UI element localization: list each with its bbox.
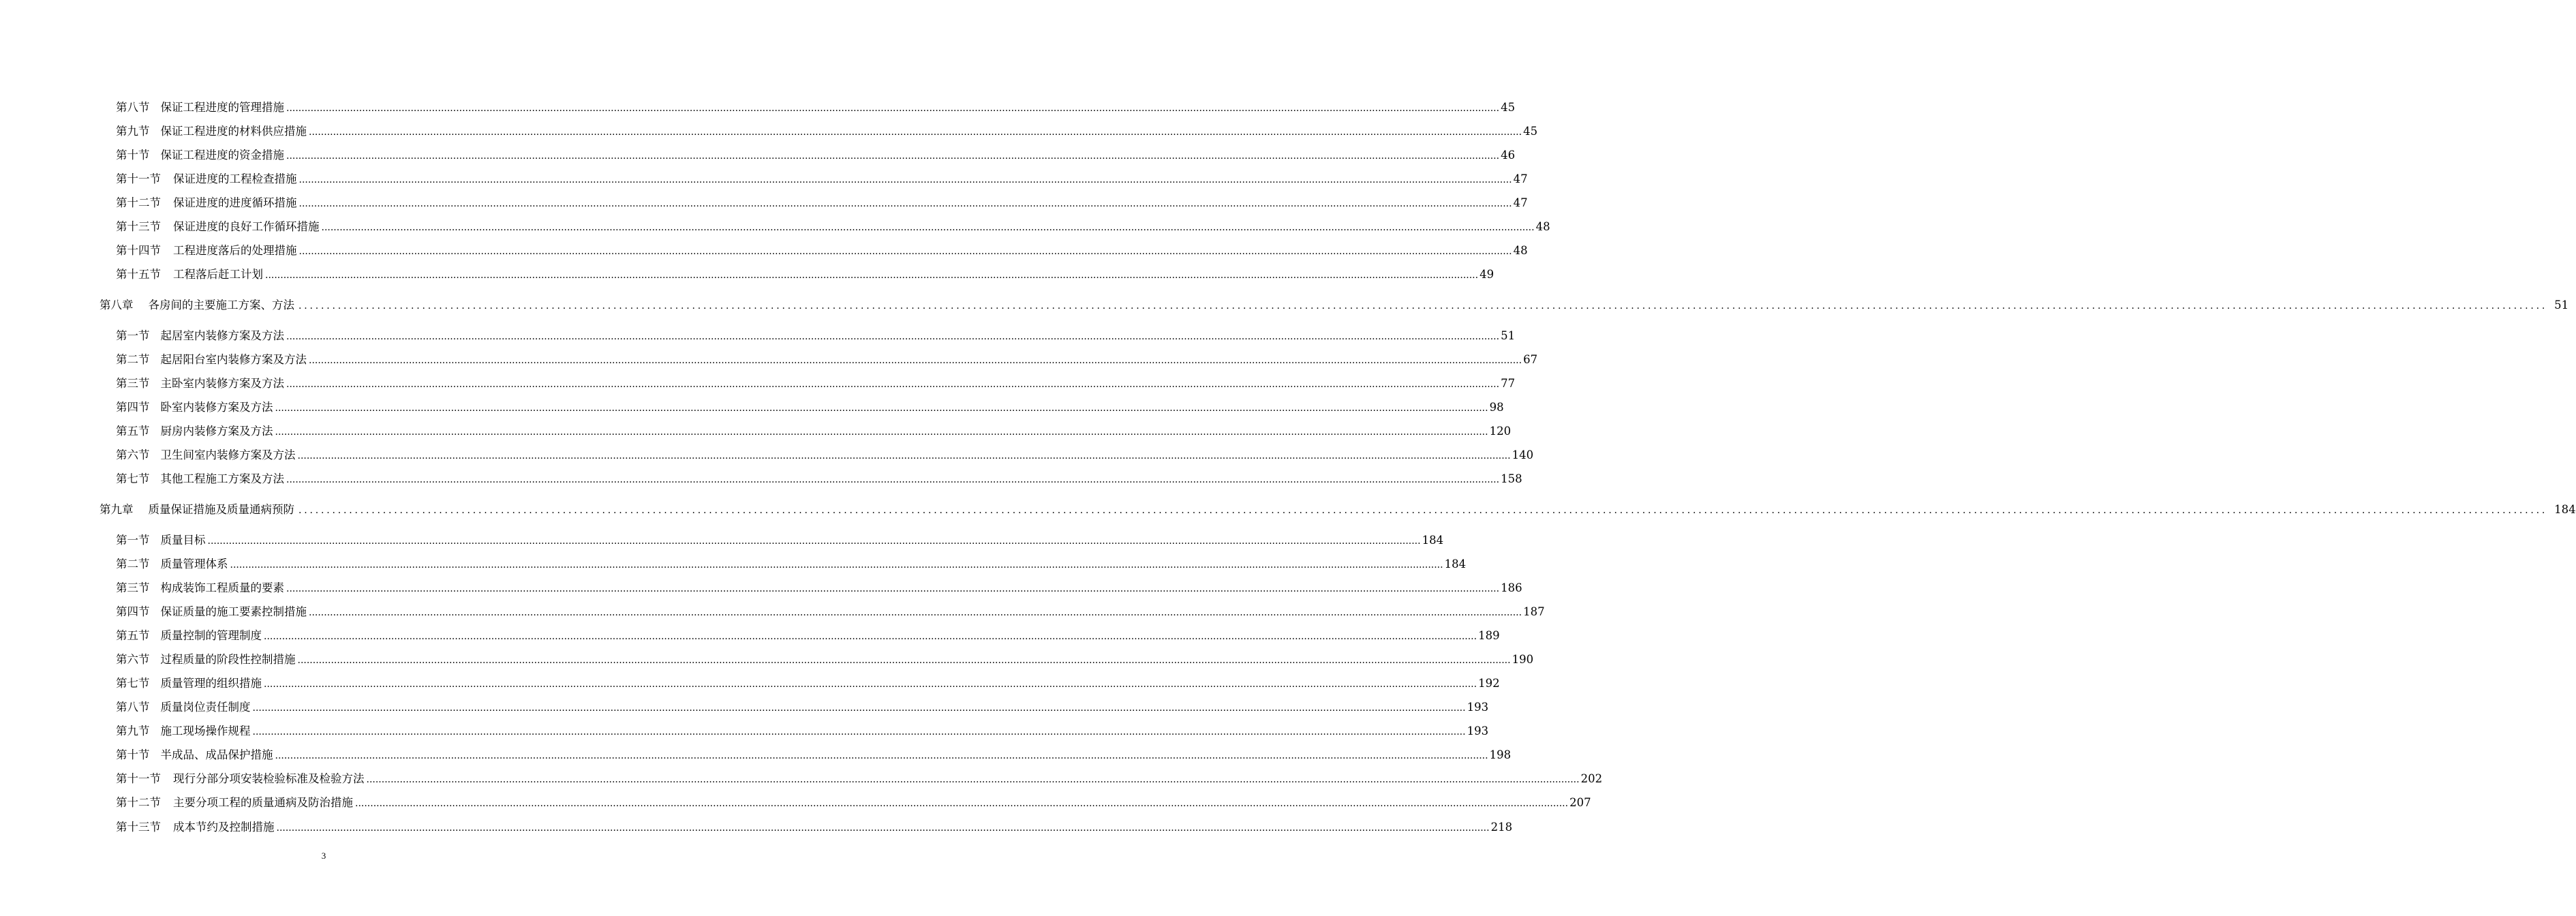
toc-section-entry[interactable] xyxy=(116,533,1444,548)
toc-entry-page: 98 xyxy=(1489,401,1504,414)
dot-leader: ................................................................................................................................................................................................................................................................................................................................................................................................................ xyxy=(321,222,1535,233)
toc-entry-title: 保证进度的工程检查措施 xyxy=(173,172,297,185)
dot-leader: ................................................................................................................................................................................................................................................................................................................................................................................................................ xyxy=(276,823,1490,834)
dot-leader: ................................................................................................................................................................................................................................................................................................................................................................................................................ xyxy=(355,798,1569,809)
toc-entry-title: 质量保证措施及质量通病预防 xyxy=(148,503,294,516)
toc-entry-page: 207 xyxy=(1569,796,1591,809)
toc-entry-number: 第一节 xyxy=(116,329,150,342)
toc-entry-page: 202 xyxy=(1580,772,1603,785)
toc-section-entry[interactable] xyxy=(116,628,1500,643)
toc-entry-page: 193 xyxy=(1467,724,1489,737)
dot-leader: ................................................................................................................................................................................................................................................................................................................................................................................................................ xyxy=(298,198,1512,209)
dot-leader: ................................................................................................................................................................................................................................................................................................................................................................................................................ xyxy=(286,474,1500,485)
toc-entry-page: 49 xyxy=(1479,268,1494,281)
dot-leader: ................................................................................................................................................................................................................................................................................................................................................................................................................ xyxy=(286,583,1500,594)
toc-entry-title: 保证工程进度的材料供应措施 xyxy=(160,125,307,138)
toc-entry-title: 构成装饰工程质量的要素 xyxy=(160,581,284,594)
toc-section-entry[interactable] xyxy=(116,100,1516,115)
toc-entry-title: 保证质量的施工要素控制措施 xyxy=(160,605,307,618)
toc-entry-number: 第十三节 xyxy=(116,220,161,233)
toc-entry-title: 厨房内装修方案及方法 xyxy=(160,425,273,438)
toc-entry-title: 起居室内装修方案及方法 xyxy=(160,329,284,342)
toc-entry-page: 184 xyxy=(1444,558,1467,570)
toc-section-entry[interactable] xyxy=(116,424,1512,439)
toc-section-entry[interactable] xyxy=(116,448,1534,463)
toc-section-entry[interactable] xyxy=(116,772,1603,787)
toc-entry-page: 189 xyxy=(1478,629,1500,642)
dot-leader: ................................................................................................................................................................................................................................................................................................................................................................................................................ xyxy=(298,505,2548,516)
dot-leader: ................................................................................................................................................................................................................................................................................................................................................................................................................ xyxy=(309,127,1522,138)
toc-section-entry[interactable] xyxy=(116,557,1467,572)
dot-leader: ................................................................................................................................................................................................................................................................................................................................................................................................................ xyxy=(252,727,1466,737)
dot-leader: ................................................................................................................................................................................................................................................................................................................................................................................................................ xyxy=(297,451,1511,461)
toc-entry-page: 158 xyxy=(1501,472,1522,485)
toc-entry-title: 其他工程施工方案及方法 xyxy=(160,472,284,485)
toc-entry-page: 192 xyxy=(1478,677,1500,690)
dot-leader: ................................................................................................................................................................................................................................................................................................................................................................................................................ xyxy=(309,355,1522,366)
dot-leader: ................................................................................................................................................................................................................................................................................................................................................................................................................ xyxy=(298,174,1512,185)
toc-section-entry[interactable] xyxy=(116,219,1550,234)
toc-entry-number: 第十五节 xyxy=(116,268,161,281)
toc-entry-number: 第三节 xyxy=(116,581,150,594)
toc-section-entry[interactable] xyxy=(116,795,1591,810)
toc-entry-page: 120 xyxy=(1489,425,1512,438)
toc-section-entry[interactable] xyxy=(116,748,1512,763)
toc-section-entry[interactable] xyxy=(116,329,1516,344)
toc-entry-number: 第八章 xyxy=(99,299,134,311)
toc-entry-page: 46 xyxy=(1501,149,1516,162)
dot-leader: ................................................................................................................................................................................................................................................................................................................................................................................................................ xyxy=(275,403,1488,414)
toc-entry-title: 主卧室内装修方案及方法 xyxy=(160,377,284,390)
toc-section-entry[interactable] xyxy=(116,172,1528,187)
toc-entry-title: 成本节约及控制措施 xyxy=(173,821,275,834)
toc-entry-title: 质量管理体系 xyxy=(160,558,228,570)
toc-entry-number: 第七节 xyxy=(116,677,150,690)
toc-entry-number: 第十一节 xyxy=(116,772,161,785)
dot-leader: ................................................................................................................................................................................................................................................................................................................................................................................................................ xyxy=(207,536,1421,547)
toc-entry-page: 186 xyxy=(1501,581,1522,594)
toc-entry-number: 第二节 xyxy=(116,558,150,570)
toc-entry-title: 起居阳台室内装修方案及方法 xyxy=(160,353,307,366)
toc-section-entry[interactable] xyxy=(116,124,1538,139)
toc-section-entry[interactable] xyxy=(116,376,1516,391)
toc-entry-page: 218 xyxy=(1490,821,1513,834)
toc-entry-title: 质量目标 xyxy=(160,534,206,547)
toc-chapter-entry[interactable] xyxy=(99,502,2576,517)
toc-entry-number: 第十二节 xyxy=(116,796,161,809)
dot-leader: ................................................................................................................................................................................................................................................................................................................................................................................................................ xyxy=(366,774,1580,785)
toc-entry-page: 47 xyxy=(1513,172,1528,185)
toc-entry-page: 184 xyxy=(1422,534,1444,547)
toc-entry-page: 198 xyxy=(1489,748,1512,761)
toc-section-entry[interactable] xyxy=(116,820,1513,835)
toc-entry-title: 保证工程进度的资金措施 xyxy=(160,149,284,162)
toc-section-entry[interactable] xyxy=(116,605,1545,620)
toc-entry-page: 45 xyxy=(1501,101,1516,114)
toc-section-entry[interactable] xyxy=(116,676,1500,691)
toc-entry-number: 第五节 xyxy=(116,425,150,438)
toc-entry-number: 第八节 xyxy=(116,101,150,114)
toc-entry-title: 工程落后赶工计划 xyxy=(173,268,263,281)
toc-entry-number: 第十三节 xyxy=(116,821,161,834)
toc-entry-number: 第五节 xyxy=(116,629,150,642)
toc-entry-title: 过程质量的阶段性控制措施 xyxy=(160,653,296,666)
dot-leader: ................................................................................................................................................................................................................................................................................................................................................................................................................ xyxy=(275,750,1488,761)
toc-entry-title: 主要分项工程的质量通病及防治措施 xyxy=(173,796,353,809)
toc-entry-title: 施工现场操作规程 xyxy=(160,724,251,737)
toc-section-entry[interactable] xyxy=(116,472,1522,487)
toc-entry-title: 工程进度落后的处理措施 xyxy=(173,244,297,257)
toc-entry-number: 第十二节 xyxy=(116,196,161,209)
toc-entry-title: 质量管理的组织措施 xyxy=(160,677,262,690)
toc-entry-title: 卫生间室内装修方案及方法 xyxy=(160,448,296,461)
toc-entry-number: 第十四节 xyxy=(116,244,161,257)
toc-chapter-entry[interactable] xyxy=(99,298,2569,313)
toc-entry-number: 第十节 xyxy=(116,748,150,761)
toc-section-entry[interactable] xyxy=(116,652,1534,667)
toc-entry-page: 193 xyxy=(1467,701,1489,714)
toc-entry-title: 各房间的主要施工方案、方法 xyxy=(148,299,294,311)
dot-leader: ................................................................................................................................................................................................................................................................................................................................................................................................................ xyxy=(286,151,1500,162)
dot-leader: ................................................................................................................................................................................................................................................................................................................................................................................................................ xyxy=(264,631,1477,642)
page-number-footer: 3 xyxy=(321,851,326,861)
dot-leader: ................................................................................................................................................................................................................................................................................................................................................................................................................ xyxy=(286,331,1500,342)
toc-section-entry[interactable] xyxy=(116,243,1528,258)
dot-leader: ................................................................................................................................................................................................................................................................................................................................................................................................................ xyxy=(286,379,1500,390)
toc-entry-page: 67 xyxy=(1523,353,1538,366)
toc-section-entry[interactable] xyxy=(116,724,1489,739)
toc-entry-number: 第八节 xyxy=(116,701,150,714)
toc-entry-number: 第四节 xyxy=(116,605,150,618)
toc-entry-number: 第九节 xyxy=(116,724,150,737)
toc-entry-page: 140 xyxy=(1512,448,1534,461)
dot-leader: ................................................................................................................................................................................................................................................................................................................................................................................................................ xyxy=(286,103,1500,114)
dot-leader: ................................................................................................................................................................................................................................................................................................................................................................................................................ xyxy=(265,270,1479,281)
dot-leader: ................................................................................................................................................................................................................................................................................................................................................................................................................ xyxy=(264,679,1477,690)
dot-leader: ................................................................................................................................................................................................................................................................................................................................................................................................................ xyxy=(252,703,1466,714)
toc-entry-page: 184 xyxy=(2554,503,2576,516)
dot-leader: ................................................................................................................................................................................................................................................................................................................................................................................................................ xyxy=(309,607,1522,618)
toc-entry-page: 48 xyxy=(1513,244,1528,257)
toc-entry-page: 47 xyxy=(1513,196,1528,209)
dot-leader: ................................................................................................................................................................................................................................................................................................................................................................................................................ xyxy=(297,655,1511,666)
toc-section-entry[interactable] xyxy=(116,148,1516,163)
dot-leader: ................................................................................................................................................................................................................................................................................................................................................................................................................ xyxy=(298,246,1512,257)
toc-entry-title: 质量控制的管理制度 xyxy=(160,629,262,642)
toc-entry-number: 第三节 xyxy=(116,377,150,390)
toc-entry-number: 第十一节 xyxy=(116,172,161,185)
toc-section-entry[interactable] xyxy=(116,196,1528,211)
toc-entry-page: 77 xyxy=(1501,377,1516,390)
toc-entry-page: 187 xyxy=(1523,605,1545,618)
toc-entry-title: 保证工程进度的管理措施 xyxy=(160,101,284,114)
toc-entry-title: 保证进度的良好工作循环措施 xyxy=(173,220,320,233)
toc-entry-number: 第二节 xyxy=(116,353,150,366)
toc-entry-number: 第九节 xyxy=(116,125,150,138)
toc-entry-number: 第十节 xyxy=(116,149,150,162)
dot-leader: ................................................................................................................................................................................................................................................................................................................................................................................................................ xyxy=(275,427,1488,438)
toc-entry-title: 现行分部分项安装检验标准及检验方法 xyxy=(173,772,365,785)
toc-entry-page: 48 xyxy=(1535,220,1550,233)
toc-entry-page: 190 xyxy=(1512,653,1534,666)
toc-entry-number: 第四节 xyxy=(116,401,150,414)
toc-entry-page: 51 xyxy=(1501,329,1516,342)
toc-entry-number: 第六节 xyxy=(116,448,150,461)
toc-section-entry[interactable] xyxy=(116,700,1489,715)
toc-entry-title: 半成品、成品保护措施 xyxy=(160,748,273,761)
toc-entry-number: 第九章 xyxy=(99,503,134,516)
toc-section-entry[interactable] xyxy=(116,581,1522,596)
toc-section-entry[interactable] xyxy=(116,267,1494,282)
toc-entry-page: 51 xyxy=(2554,299,2569,311)
toc-entry-number: 第一节 xyxy=(116,534,150,547)
toc-entry-number: 第六节 xyxy=(116,653,150,666)
toc-entry-page: 45 xyxy=(1523,125,1538,138)
toc-entry-title: 卧室内装修方案及方法 xyxy=(160,401,273,414)
dot-leader: ................................................................................................................................................................................................................................................................................................................................................................................................................ xyxy=(230,560,1443,570)
toc-entry-number: 第七节 xyxy=(116,472,150,485)
toc-section-entry[interactable] xyxy=(116,400,1504,415)
toc-section-entry[interactable] xyxy=(116,352,1538,367)
dot-leader: ................................................................................................................................................................................................................................................................................................................................................................................................................ xyxy=(298,301,2548,311)
toc-entry-title: 质量岗位责任制度 xyxy=(160,701,251,714)
toc-entry-title: 保证进度的进度循环措施 xyxy=(173,196,297,209)
